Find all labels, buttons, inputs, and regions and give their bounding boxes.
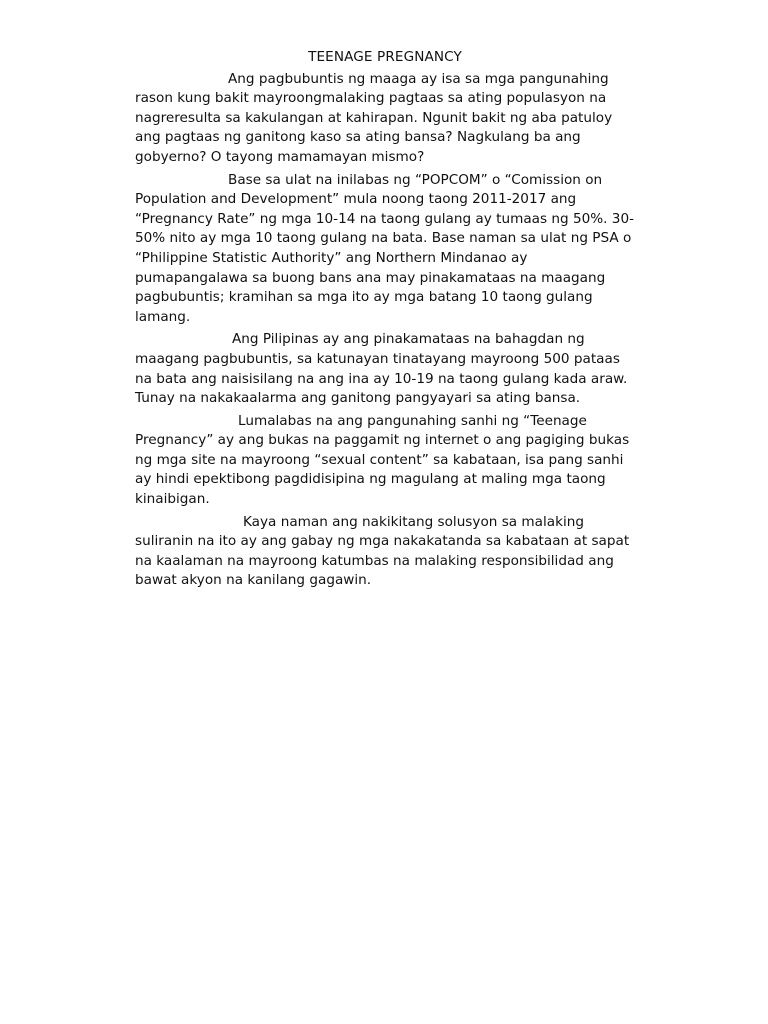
paragraph-3: Ang Pilipinas ay ang pinakamataas na bahagdan ng maagang pagbubuntis, sa katunayan tinatayang mayroong 500 pataas na bata ang naisisilang na ang ina ay 10-19 na taong gulang kada araw. Tunay na nakakaalarma ang ganitong pangyayari sa ating bansa. <box>135 331 628 407</box>
paragraph-4: Lumalabas na ang pangunahing sanhi ng “Teenage Pregnancy” ay ang bukas na paggamit ng internet o ang pagiging bukas ng mga site na mayroong “sexual content” sa kabataan, isa pang sanhi ay hindi epektibong pagdidisipina ng magulang at maling mga taong kinaibigan. <box>135 412 630 508</box>
document-body <box>135 48 635 594</box>
document-title: TEENAGE PREGNANCY <box>308 49 462 65</box>
paragraph-5: Kaya naman ang nakikitang solusyon sa malaking suliranin na ito ay ang gabay ng mga nakakatanda sa kabataan at sapat na kaalaman na mayroong katumbas na malaking responsibilidad ang bawat akyon na kanilang gagawin. <box>135 513 630 589</box>
paragraph-1: Ang pagbubuntis ng maaga ay isa sa mga pangunahing rason kung bakit mayroongmalaking pagtaas sa ating populasyon na nagreresulta sa kakulangan at kahirapan. Ngunit bakit ng aba patuloy ang pagtaas ng ganitong kaso sa ating bansa? Nagkulang ba ang gobyerno? O tayong mamamayan mismo? <box>135 70 613 165</box>
paragraph-2: Base sa ulat na inilabas ng “POPCOM” o “Comission on Population and Development” mula noong taong 2011-2017 ang “Pregnancy Rate” ng mga 10-14 na taong gulang ay tumaas ng 50%. 30-50% nito ay mga 10 taong gulang na bata. Base naman sa ulat ng PSA o “Philippine Statistic Authority” ang Northern Mindanao ay pumapangalawa sa buong bans ana may pinakamataas na maagang pagbubuntis; kramihan sa mga ito ay mga batang 10 taong gulang lamang. <box>135 171 635 325</box>
